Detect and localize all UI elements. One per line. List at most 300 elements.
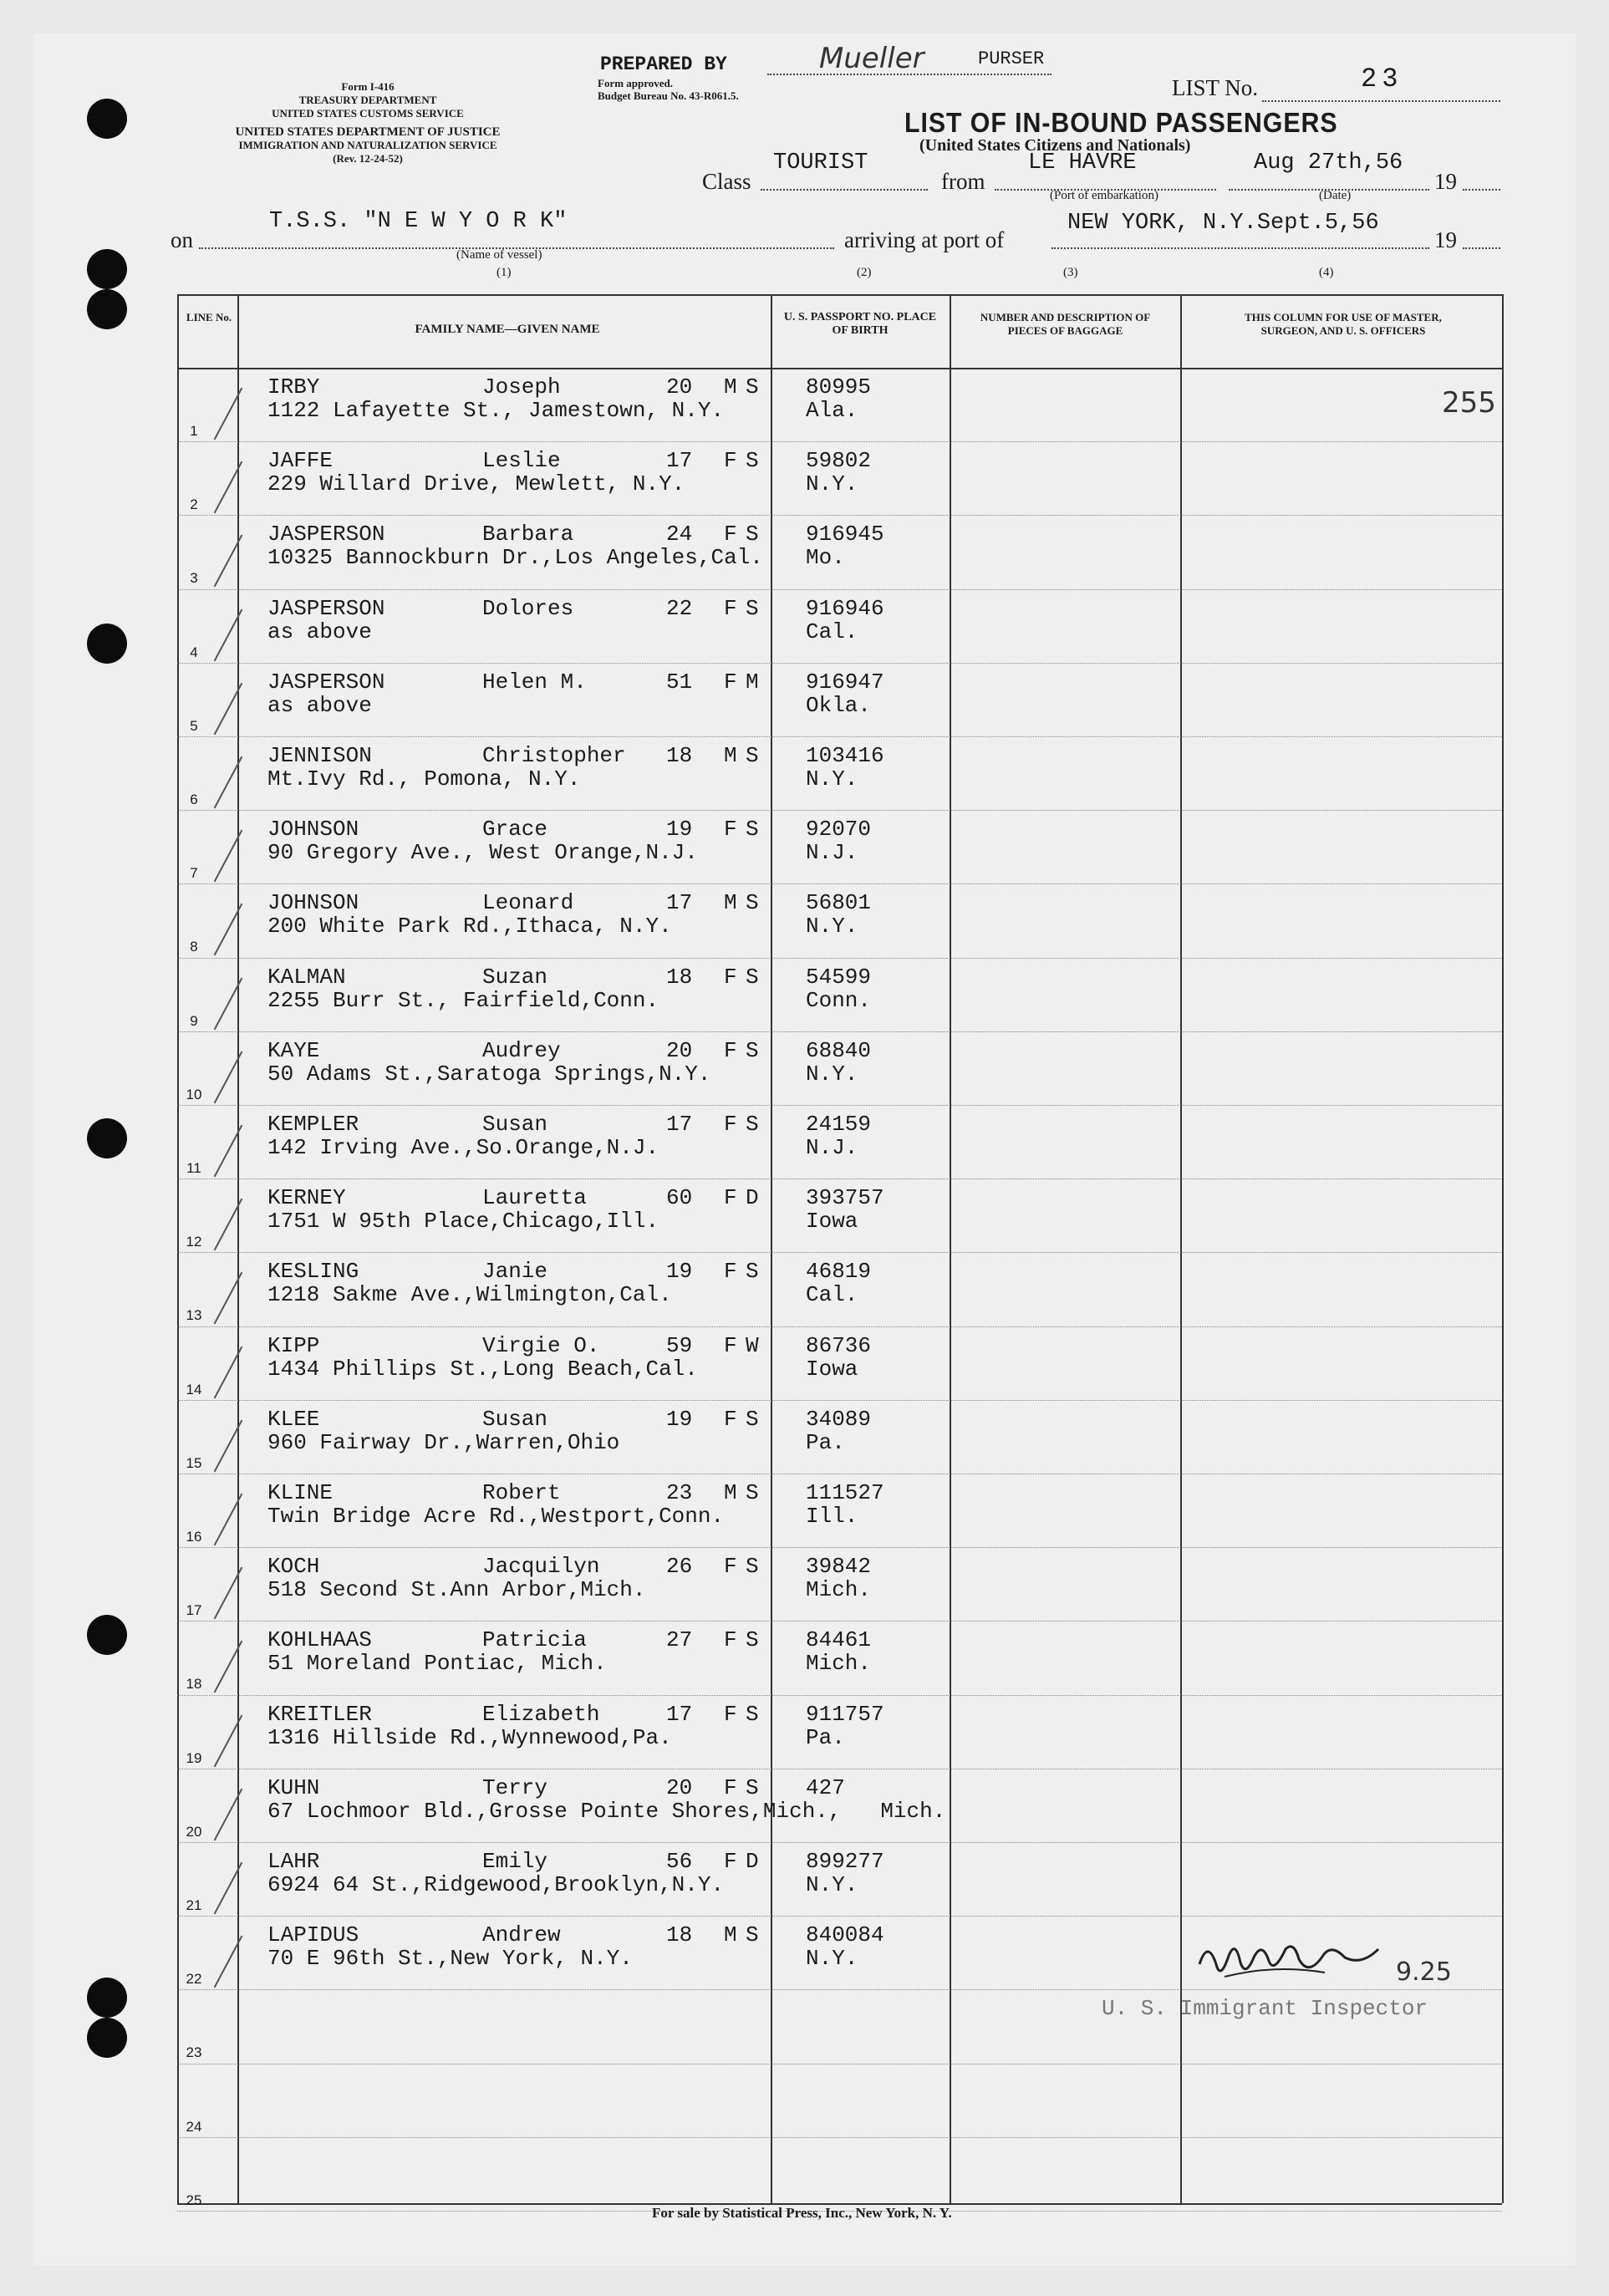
given-name: Lauretta: [482, 1185, 587, 1211]
line-number: 24: [186, 2118, 202, 2135]
marital-status: S: [746, 1480, 759, 1505]
passport-number: 916946: [806, 595, 884, 621]
table-row: [177, 1842, 1502, 1917]
line-number: 6: [190, 792, 198, 807]
dept-ins: IMMIGRATION AND NATURALIZATION SERVICE: [238, 139, 497, 151]
family-name: KLINE: [267, 1480, 334, 1505]
caption-1: (1): [496, 266, 512, 279]
table-row: [177, 2064, 1502, 2138]
marital-status: S: [746, 1554, 759, 1580]
marital-status: D: [746, 1849, 759, 1874]
punch-hole: [87, 249, 127, 289]
line-number: 1: [190, 423, 198, 439]
checkmark: [214, 1862, 243, 1915]
table-row: [177, 736, 1502, 811]
address: 67 Lochmoor Bld.,Grosse Pointe Shores,Mich., Mich.: [267, 1798, 946, 1824]
family-name: KIPP: [267, 1332, 320, 1358]
family-name: JOHNSON: [267, 890, 359, 916]
checkmark: [214, 1419, 243, 1472]
line-number: 11: [186, 1160, 201, 1176]
family-name: KOHLHAAS: [267, 1627, 372, 1653]
sex: F: [724, 1627, 737, 1653]
passport-number: 54599: [806, 964, 872, 990]
punch-hole: [87, 99, 127, 139]
age: 27: [666, 1627, 693, 1653]
checkmark: [214, 1051, 243, 1103]
given-name: Emily: [482, 1849, 548, 1874]
place-of-birth: N.J.: [806, 840, 858, 866]
checkmark: [214, 1346, 243, 1398]
address: 2255 Burr St., Fairfield,Conn.: [267, 987, 659, 1013]
table-row: [177, 1621, 1502, 1695]
given-name: Christopher: [482, 743, 626, 768]
year-label-1: 19: [1434, 169, 1457, 194]
sex: M: [724, 374, 737, 400]
prepared-by-line: [767, 74, 1051, 75]
line-number: 19: [186, 1749, 202, 1766]
marital-status: S: [746, 964, 759, 990]
family-name: KAYE: [267, 1037, 320, 1063]
table-row: [177, 663, 1502, 737]
line-number: 13: [186, 1307, 202, 1324]
age: 17: [666, 1112, 693, 1137]
address: 51 Moreland Pontiac, Mich.: [267, 1651, 607, 1677]
given-name: Janie: [482, 1259, 548, 1285]
table-row: [177, 1400, 1502, 1474]
sex: F: [724, 1774, 737, 1800]
passport-number: 103416: [806, 743, 884, 768]
col-divider: [1502, 294, 1504, 2203]
given-name: Barbara: [482, 522, 574, 547]
sex: F: [724, 522, 737, 547]
given-name: Grace: [482, 817, 548, 843]
passport-number: 916947: [806, 669, 884, 695]
sex: F: [724, 1554, 737, 1580]
passport-number: 427: [806, 1774, 845, 1800]
date-caption: (Date): [1319, 189, 1352, 202]
punch-hole: [87, 2018, 127, 2058]
passport-number: 840084: [806, 1922, 884, 1948]
sex: M: [724, 890, 737, 916]
age: 26: [666, 1554, 693, 1580]
place-of-birth: N.Y.: [806, 471, 858, 497]
class-value: TOURIST: [773, 150, 868, 176]
checkmark: [214, 608, 243, 661]
marital-status: S: [746, 1701, 759, 1727]
sex: M: [724, 1480, 737, 1505]
table-row: [177, 368, 1502, 442]
marital-status: S: [746, 1627, 759, 1653]
given-name: Dolores: [482, 595, 574, 621]
table-row: [177, 589, 1502, 664]
line-number: 14: [186, 1381, 202, 1397]
checkmark: [214, 830, 243, 883]
approved-line: Form approved.: [598, 77, 674, 89]
table-row: [177, 2137, 1502, 2212]
passport-number: 393757: [806, 1185, 884, 1211]
list-no-value: 23: [1361, 64, 1403, 94]
given-name: Andrew: [482, 1922, 561, 1948]
col-header-officers: THIS COLUMN FOR USE OF MASTER, SURGEON, AND U. S. OFFICERS: [1245, 311, 1442, 337]
family-name: KALMAN: [267, 964, 346, 990]
place-of-birth: Mo.: [806, 545, 845, 571]
age: 18: [666, 964, 693, 990]
printer-footer: For sale by Statistical Press, Inc., New York, N. Y.: [652, 2205, 952, 2221]
given-name: Helen M.: [482, 669, 587, 695]
age: 17: [666, 1701, 693, 1727]
line-number: 5: [190, 717, 198, 734]
line-number: 10: [186, 1086, 202, 1102]
checkmark: [214, 1125, 243, 1178]
place-of-birth: N.Y.: [806, 1061, 858, 1087]
list-no-line: [1262, 100, 1500, 102]
place-of-birth: Pa.: [806, 1724, 845, 1750]
line-number: 2: [190, 496, 198, 513]
passport-number: 111527: [806, 1480, 884, 1505]
place-of-birth: N.J.: [806, 1135, 858, 1160]
sex: F: [724, 1406, 737, 1432]
line-number: 15: [186, 1454, 202, 1471]
marital-status: S: [746, 817, 759, 843]
address: 229 Willard Drive, Mewlett, N.Y.: [267, 471, 685, 497]
family-name: JAFFE: [267, 448, 334, 474]
date-value: Aug 27th,56: [1254, 150, 1403, 176]
line-number: 9: [190, 1012, 198, 1029]
place-of-birth: Pa.: [806, 1429, 845, 1455]
address: as above: [267, 692, 372, 718]
passport-number: 911757: [806, 1701, 884, 1727]
punch-hole: [87, 1615, 127, 1655]
marital-status: S: [746, 595, 759, 621]
table-row: [177, 1769, 1502, 1843]
line-number: 25: [186, 2192, 202, 2208]
vessel-value: T.S.S. "N E W Y O R K": [269, 209, 568, 234]
form-rev: (Rev. 12-24-52): [333, 152, 403, 165]
family-name: LAPIDUS: [267, 1922, 359, 1948]
list-no-label: LIST No.: [1172, 75, 1259, 100]
address: 142 Irving Ave.,So.Orange,N.J.: [267, 1135, 659, 1160]
page-title: LIST OF IN-BOUND PASSENGERS: [904, 107, 1338, 138]
from-label: from: [941, 169, 985, 194]
passport-number: 92070: [806, 817, 872, 843]
given-name: Susan: [482, 1112, 548, 1137]
punch-hole: [87, 624, 127, 664]
passport-number: 86736: [806, 1332, 872, 1358]
address: 70 E 96th St.,New York, N.Y.: [267, 1946, 633, 1972]
passport-number: 46819: [806, 1259, 872, 1285]
address: 1218 Sakme Ave.,Wilmington,Cal.: [267, 1282, 672, 1308]
marital-status: S: [746, 522, 759, 547]
place-of-birth: N.Y.: [806, 1872, 858, 1897]
table-row: [177, 883, 1502, 958]
marital-status: D: [746, 1185, 759, 1211]
given-name: Robert: [482, 1480, 561, 1505]
given-name: Leonard: [482, 890, 574, 916]
checkmark: [214, 1936, 243, 1988]
punch-hole: [87, 1978, 127, 2018]
address: 960 Fairway Dr.,Warren,Ohio: [267, 1429, 620, 1455]
passenger-table: [177, 294, 1502, 2208]
line-number: 16: [186, 1529, 202, 1545]
handwritten-number: 255: [1442, 386, 1496, 420]
table-row: [177, 1547, 1502, 1621]
address: 518 Second St.Ann Arbor,Mich.: [267, 1577, 646, 1603]
age: 18: [666, 1922, 693, 1948]
place-of-birth: Cal.: [806, 619, 858, 644]
given-name: Patricia: [482, 1627, 587, 1653]
given-name: Suzan: [482, 964, 548, 990]
sex: F: [724, 1185, 737, 1211]
age: 18: [666, 743, 693, 768]
age: 17: [666, 890, 693, 916]
checkmark: [214, 977, 243, 1030]
prepared-by-signature: Mueller: [819, 42, 924, 75]
place-of-birth: Cal.: [806, 1282, 858, 1308]
table-row: [177, 1179, 1502, 1253]
checkmark: [214, 1788, 243, 1840]
checkmark: [214, 756, 243, 809]
passport-number: 39842: [806, 1554, 872, 1580]
age: 19: [666, 1259, 693, 1285]
passport-number: 59802: [806, 448, 872, 474]
address: 1751 W 95th Place,Chicago,Ill.: [267, 1209, 659, 1235]
passport-number: 899277: [806, 1849, 884, 1874]
sex: F: [724, 1112, 737, 1137]
age: 20: [666, 374, 693, 400]
caption-3: (3): [1063, 266, 1078, 279]
family-name: JASPERSON: [267, 522, 385, 547]
caption-4: (4): [1319, 266, 1334, 279]
punch-hole: [87, 289, 127, 329]
place-of-birth: Mich.: [806, 1577, 872, 1603]
arriving-line: [1051, 247, 1429, 249]
form-header-block: [180, 80, 556, 165]
marital-status: S: [746, 1774, 759, 1800]
passport-number: 68840: [806, 1037, 872, 1063]
sex: M: [724, 743, 737, 768]
place-of-birth: N.Y.: [806, 1946, 858, 1972]
table-row: [177, 1105, 1502, 1179]
line-number: 17: [186, 1602, 202, 1619]
dept-treasury: TREASURY DEPARTMENT: [298, 94, 437, 106]
age: 19: [666, 817, 693, 843]
marital-status: S: [746, 448, 759, 474]
budget-line: Budget Bureau No. 43-R061.5.: [598, 89, 739, 102]
sex: F: [724, 1332, 737, 1358]
marital-status: W: [746, 1332, 759, 1358]
class-label: Class: [702, 169, 751, 194]
address: 1316 Hillside Rd.,Wynnewood,Pa.: [267, 1724, 672, 1750]
table-row: [177, 1031, 1502, 1106]
sex: F: [724, 669, 737, 695]
year-label-2: 19: [1434, 227, 1457, 252]
passport-number: 84461: [806, 1627, 872, 1653]
marital-status: S: [746, 1037, 759, 1063]
age: 24: [666, 522, 693, 547]
sex: F: [724, 1701, 737, 1727]
on-label: on: [171, 227, 193, 252]
sex: F: [724, 817, 737, 843]
address: Twin Bridge Acre Rd.,Westport,Conn.: [267, 1504, 725, 1529]
checkmark: [214, 1641, 243, 1693]
family-name: KUHN: [267, 1774, 320, 1800]
age: 22: [666, 595, 693, 621]
marital-status: M: [746, 669, 759, 695]
given-name: Audrey: [482, 1037, 561, 1063]
port-caption: (Port of embarkation): [1050, 189, 1158, 202]
checkmark: [214, 388, 243, 440]
family-name: JASPERSON: [267, 669, 385, 695]
place-of-birth: Okla.: [806, 692, 872, 718]
line-number: 7: [190, 865, 198, 882]
family-name: JENNISON: [267, 743, 372, 768]
address: 1122 Lafayette St., Jamestown, N.Y.: [267, 398, 725, 423]
given-name: Leslie: [482, 448, 561, 474]
family-name: KEMPLER: [267, 1112, 359, 1137]
address: Mt.Ivy Rd., Pomona, N.Y.: [267, 766, 581, 792]
family-name: JOHNSON: [267, 817, 359, 843]
place-of-birth: Ill.: [806, 1504, 858, 1529]
dept-justice: UNITED STATES DEPARTMENT OF JUSTICE: [235, 125, 501, 139]
purser-label: PURSER: [978, 48, 1045, 69]
sex: F: [724, 448, 737, 474]
class-line: [761, 189, 928, 191]
address: 10325 Bannockburn Dr.,Los Angeles,Cal.: [267, 545, 763, 571]
place-of-birth: N.Y.: [806, 914, 858, 939]
checkmark: [214, 1567, 243, 1620]
line-number: 22: [186, 1971, 202, 1988]
table-top-border: [177, 294, 1502, 296]
age: 51: [666, 669, 693, 695]
address: as above: [267, 619, 372, 644]
table-row: [177, 441, 1502, 516]
arriving-label: arriving at port of: [844, 227, 1005, 252]
punch-hole: [87, 1118, 127, 1158]
marital-status: S: [746, 374, 759, 400]
age: 17: [666, 448, 693, 474]
checkmark: [214, 461, 243, 514]
col-header-baggage: NUMBER AND DESCRIPTION OF PIECES OF BAGGAGE: [980, 311, 1151, 337]
given-name: Terry: [482, 1774, 548, 1800]
line-number: 12: [186, 1234, 202, 1250]
address: 50 Adams St.,Saratoga Springs,N.Y.: [267, 1061, 711, 1087]
marital-status: S: [746, 1406, 759, 1432]
table-row: [177, 515, 1502, 589]
family-name: KESLING: [267, 1259, 359, 1285]
family-name: KREITLER: [267, 1701, 372, 1727]
year-line-2: [1463, 247, 1500, 249]
arriving-value: NEW YORK, N.Y.Sept.5,56: [1067, 211, 1379, 236]
address: 90 Gregory Ave., West Orange,N.J.: [267, 840, 698, 866]
year-line-1: [1463, 189, 1500, 191]
passport-number: 24159: [806, 1112, 872, 1137]
given-name: Joseph: [482, 374, 561, 400]
form-id: Form I-416: [341, 80, 395, 93]
passport-number: 916945: [806, 522, 884, 547]
place-of-birth: Iowa: [806, 1356, 858, 1382]
table-row: [177, 958, 1502, 1032]
marital-status: S: [746, 1112, 759, 1137]
address: 1434 Phillips St.,Long Beach,Cal.: [267, 1356, 698, 1382]
family-name: KOCH: [267, 1554, 320, 1580]
prepared-by-label: PREPARED BY: [600, 53, 727, 75]
sex: F: [724, 964, 737, 990]
checkmark: [214, 1199, 243, 1251]
place-of-birth: Iowa: [806, 1209, 858, 1235]
age: 56: [666, 1849, 693, 1874]
table-row: [177, 1326, 1502, 1401]
address: 6924 64 St.,Ridgewood,Brooklyn,N.Y.: [267, 1872, 725, 1897]
place-of-birth: Conn.: [806, 987, 872, 1013]
marital-status: S: [746, 890, 759, 916]
checkmark: [214, 535, 243, 588]
prepared-by: [600, 53, 727, 75]
page-subtitle: (United States Citizens and Nationals): [919, 136, 1191, 155]
line-number: 8: [190, 939, 198, 955]
line-number: 4: [190, 644, 198, 660]
marital-status: S: [746, 1259, 759, 1285]
given-name: Virgie O.: [482, 1332, 600, 1358]
col-header-line-no: LINE No.: [186, 311, 232, 323]
line-number: 20: [186, 1823, 202, 1840]
given-name: Elizabeth: [482, 1701, 600, 1727]
line-number: 21: [186, 1897, 202, 1913]
checkmark: [214, 682, 243, 735]
marital-status: S: [746, 1922, 759, 1948]
sex: F: [724, 1037, 737, 1063]
inspector-label: U. S. Immigrant Inspector: [1102, 1996, 1428, 2021]
checkmark: [214, 1272, 243, 1325]
form-approved: [598, 77, 739, 102]
caption-2: (2): [857, 266, 872, 279]
age: 60: [666, 1185, 693, 1211]
sex: M: [724, 1922, 737, 1948]
vessel-caption: (Name of vessel): [456, 248, 542, 262]
passport-number: 34089: [806, 1406, 872, 1432]
checkmark: [214, 1494, 243, 1546]
passport-number: 80995: [806, 374, 872, 400]
dept-customs: UNITED STATES CUSTOMS SERVICE: [272, 107, 464, 120]
address: 200 White Park Rd.,Ithaca, N.Y.: [267, 914, 672, 939]
given-name: Jacquilyn: [482, 1554, 600, 1580]
sex: F: [724, 1849, 737, 1874]
family-name: JASPERSON: [267, 595, 385, 621]
place-of-birth: N.Y.: [806, 766, 858, 792]
passport-number: 56801: [806, 890, 872, 916]
checkmark: [214, 904, 243, 956]
sex: F: [724, 1259, 737, 1285]
age: 19: [666, 1406, 693, 1432]
col-header-name: FAMILY NAME—GIVEN NAME: [415, 323, 600, 336]
table-row: [177, 1474, 1502, 1548]
line-number: 3: [190, 570, 198, 587]
marital-status: S: [746, 743, 759, 768]
family-name: IRBY: [267, 374, 320, 400]
checkmark: [214, 1714, 243, 1767]
age: 20: [666, 1037, 693, 1063]
port-value: LE HAVRE: [1028, 150, 1137, 176]
family-name: KERNEY: [267, 1185, 346, 1211]
place-of-birth: Ala.: [806, 398, 858, 423]
family-name: KLEE: [267, 1406, 320, 1432]
age: 20: [666, 1774, 693, 1800]
line-number: 18: [186, 1676, 202, 1693]
line-number: 23: [186, 2044, 202, 2061]
given-name: Susan: [482, 1406, 548, 1432]
table-row: [177, 1695, 1502, 1769]
col-header-passport: U. S. PASSPORT NO. PLACE OF BIRTH: [783, 311, 937, 337]
table-row: [177, 810, 1502, 884]
